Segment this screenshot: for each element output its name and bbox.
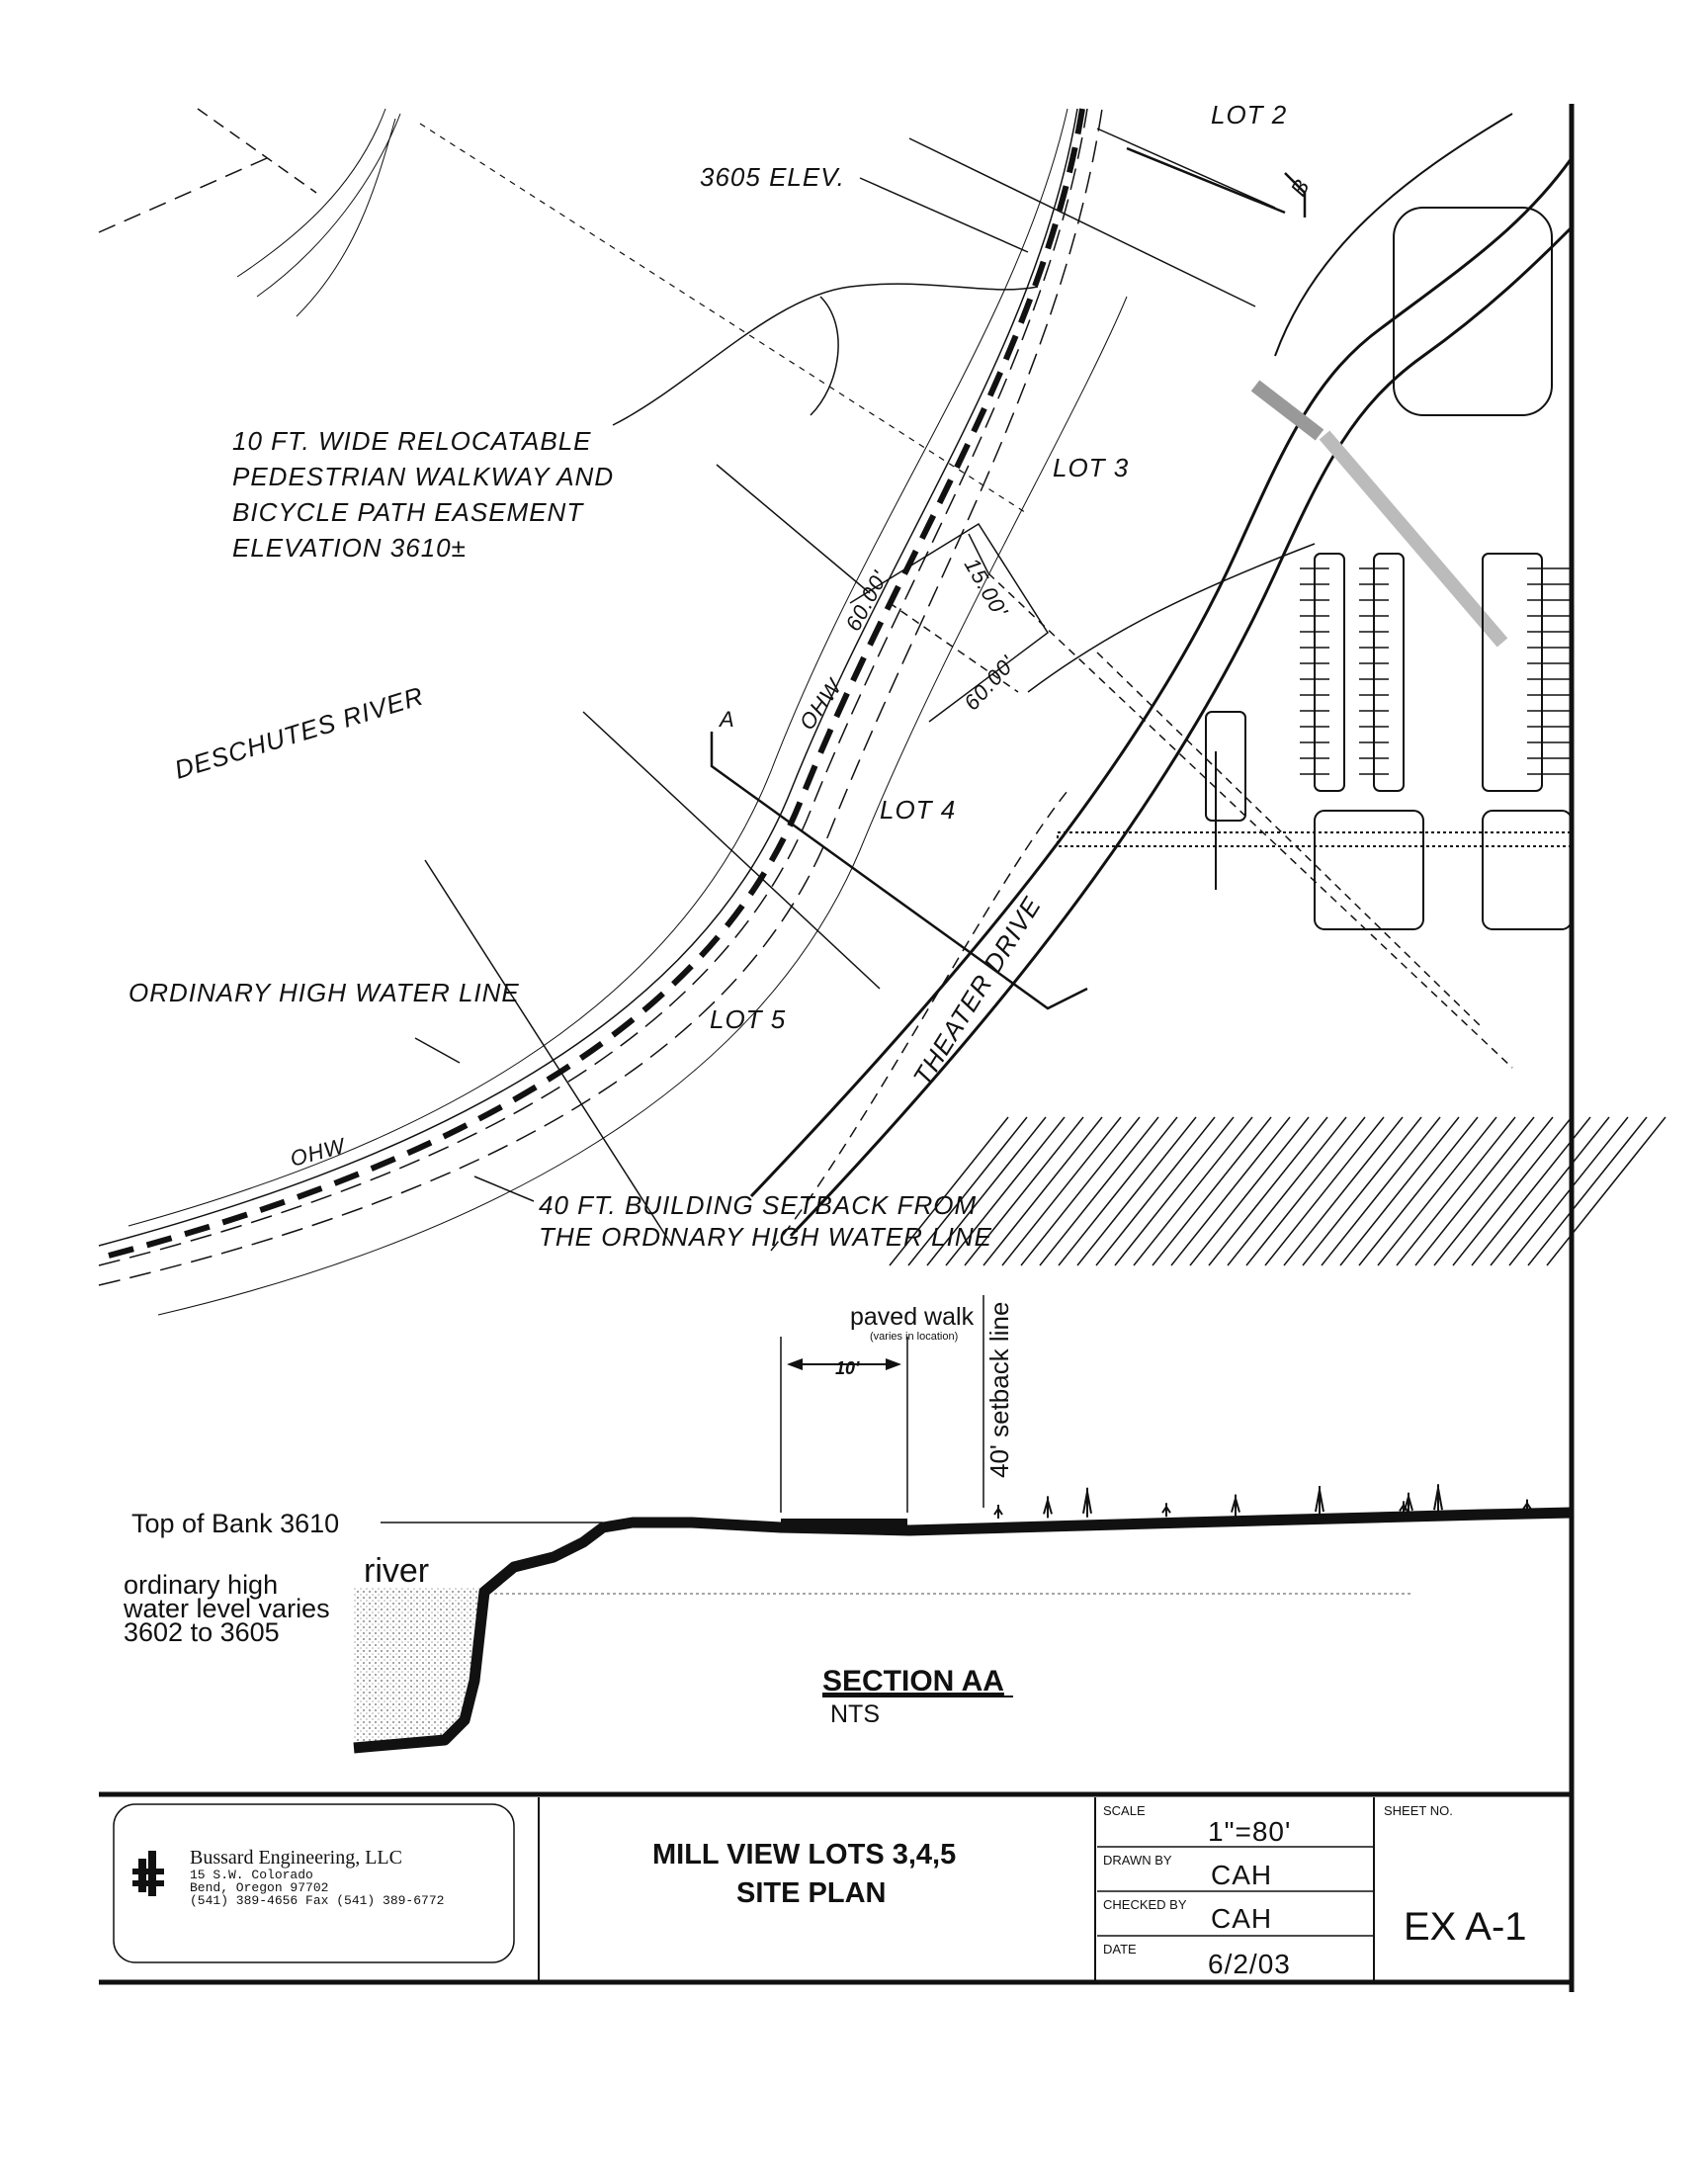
- vegetation-tuft: [1232, 1495, 1239, 1517]
- section-mark-b: B: [1285, 174, 1316, 201]
- elevation-3605-label: 3605 ELEV.: [700, 162, 845, 192]
- parking-stall-line: [1190, 1117, 1309, 1265]
- dimension-15-label: 15.00': [959, 554, 1013, 623]
- company-logo-mark: [132, 1851, 164, 1896]
- walkway-note-line-3: BICYCLE PATH EASEMENT: [232, 497, 584, 527]
- top-of-bank-label: Top of Bank 3610: [131, 1509, 340, 1538]
- plan-view: [99, 104, 1665, 1992]
- parking-stall-line: [1340, 1117, 1459, 1265]
- parking-stall-line: [1059, 1117, 1177, 1265]
- parking-stall-line: [1491, 1117, 1609, 1265]
- paved-walk-label: paved walk: [850, 1303, 975, 1331]
- lot-3-label: LOT 3: [1053, 453, 1130, 482]
- drawn-by-value: CAH: [1211, 1860, 1273, 1890]
- company-address-2: Bend, Oregon 97702: [190, 1880, 329, 1895]
- lot-4-label: LOT 4: [880, 795, 957, 825]
- parking-stall-line: [1153, 1117, 1271, 1265]
- dimension-60-label-a: 60.00': [840, 566, 894, 636]
- ohw-section-line-2: water level varies: [124, 1594, 330, 1623]
- sheet-number-label: SHEET NO.: [1384, 1803, 1453, 1818]
- paved-walk-surface: [781, 1519, 907, 1527]
- ohw-tag-lower: OHW: [287, 1132, 349, 1172]
- checked-by-label: CHECKED BY: [1103, 1897, 1187, 1912]
- parking-stall-line: [1246, 1117, 1365, 1265]
- deschutes-river-label: DESCHUTES RIVER: [170, 680, 428, 785]
- parking-stall-line: [1228, 1117, 1346, 1265]
- project-title-line-2: SITE PLAN: [736, 1877, 887, 1909]
- ground-profile: [354, 1513, 1572, 1748]
- parking-stall-line: [1077, 1117, 1196, 1265]
- parking-stall-line: [1134, 1117, 1252, 1265]
- vegetation-tuft: [994, 1505, 1002, 1519]
- vegetation-tuft: [1044, 1496, 1052, 1518]
- parking-stall-line: [1528, 1117, 1647, 1265]
- parking-stall-line: [1509, 1117, 1628, 1265]
- ohw-tag-upper: OHW: [794, 674, 847, 735]
- scale-value: 1"=80': [1208, 1816, 1292, 1847]
- river-label: river: [364, 1552, 430, 1590]
- parking-stall-line: [1359, 1117, 1478, 1265]
- parking-stall-line: [1115, 1117, 1234, 1265]
- section-labels: [123, 1302, 1014, 1728]
- company-name: Bussard Engineering, LLC: [190, 1847, 402, 1869]
- parking-stall-line: [1378, 1117, 1496, 1265]
- parking-stall-line: [1322, 1117, 1440, 1265]
- walkway-note-line-1: 10 FT. WIDE RELOCATABLE: [232, 426, 592, 456]
- theater-drive-road: [751, 114, 1572, 1236]
- company-phone: (541) 389-4656 Fax (541) 389-6772: [190, 1893, 445, 1908]
- parking-stall-line: [1453, 1117, 1572, 1265]
- parking-stall-line: [1284, 1117, 1403, 1265]
- parking-stall-line: [1415, 1117, 1534, 1265]
- vegetation-tuft: [1162, 1503, 1170, 1517]
- setback-line-label: 40' setback line: [984, 1301, 1014, 1478]
- section-scale: NTS: [830, 1700, 880, 1728]
- parking-stall-line: [1547, 1117, 1665, 1265]
- setback-line-plan: [771, 791, 1068, 1251]
- walkway-note-line-4: ELEVATION 3610±: [232, 533, 467, 563]
- parking-stall-line: [1434, 1117, 1553, 1265]
- setback-note-line-2: THE ORDINARY HIGH WATER LINE: [539, 1222, 992, 1252]
- parking-stall-line: [1096, 1117, 1215, 1265]
- dimension-60-label-b: 60.00': [959, 651, 1021, 716]
- vegetation-tuft: [1316, 1486, 1324, 1516]
- drawn-by-label: DRAWN BY: [1103, 1853, 1172, 1868]
- parking-stall-line: [1002, 1117, 1121, 1265]
- vegetation-tuft: [1434, 1484, 1442, 1514]
- theater-drive-label: THEATER DRIVE: [906, 891, 1048, 1091]
- parking-stall-line: [1021, 1117, 1140, 1265]
- parking-stall-line: [1040, 1117, 1158, 1265]
- ohw-section-line-1: ordinary high: [124, 1570, 279, 1600]
- date-label: DATE: [1103, 1942, 1137, 1957]
- paved-walk-note: (varies in location): [870, 1331, 959, 1343]
- setback-note-line-1: 40 FT. BUILDING SETBACK FROM: [539, 1190, 978, 1220]
- parking-stall-line: [983, 1117, 1102, 1265]
- walk-dimension-arrow-left: [787, 1358, 803, 1370]
- parking-stall-line: [1303, 1117, 1421, 1265]
- vegetation-tuft: [1083, 1488, 1091, 1518]
- parking-stall-line: [1397, 1117, 1515, 1265]
- section-title: SECTION AA: [822, 1665, 1004, 1697]
- parking-stall-line: [1265, 1117, 1384, 1265]
- ohw-section-line-3: 3602 to 3605: [124, 1617, 280, 1647]
- walkway-note-line-2: PEDESTRIAN WALKWAY AND: [232, 462, 615, 491]
- ordinary-high-water-line-label: ORDINARY HIGH WATER LINE: [128, 978, 520, 1007]
- parking-stall-line: [1209, 1117, 1327, 1265]
- walk-width-label: 10': [835, 1358, 860, 1378]
- date-value: 6/2/03: [1208, 1949, 1291, 1979]
- plan-labels: [128, 100, 1315, 1252]
- project-title-line-1: MILL VIEW LOTS 3,4,5: [652, 1839, 957, 1870]
- scale-label: SCALE: [1103, 1803, 1146, 1818]
- sheet-number-value: EX A-1: [1404, 1905, 1527, 1949]
- checked-by-value: CAH: [1211, 1903, 1273, 1934]
- parking-stall-line: [1171, 1117, 1290, 1265]
- section-mark-a: A: [720, 707, 735, 732]
- lot-5-label: LOT 5: [710, 1004, 787, 1034]
- company-address-1: 15 S.W. Colorado: [190, 1868, 313, 1882]
- lot-2-label: LOT 2: [1211, 100, 1288, 130]
- walk-dimension-arrow-right: [886, 1358, 901, 1370]
